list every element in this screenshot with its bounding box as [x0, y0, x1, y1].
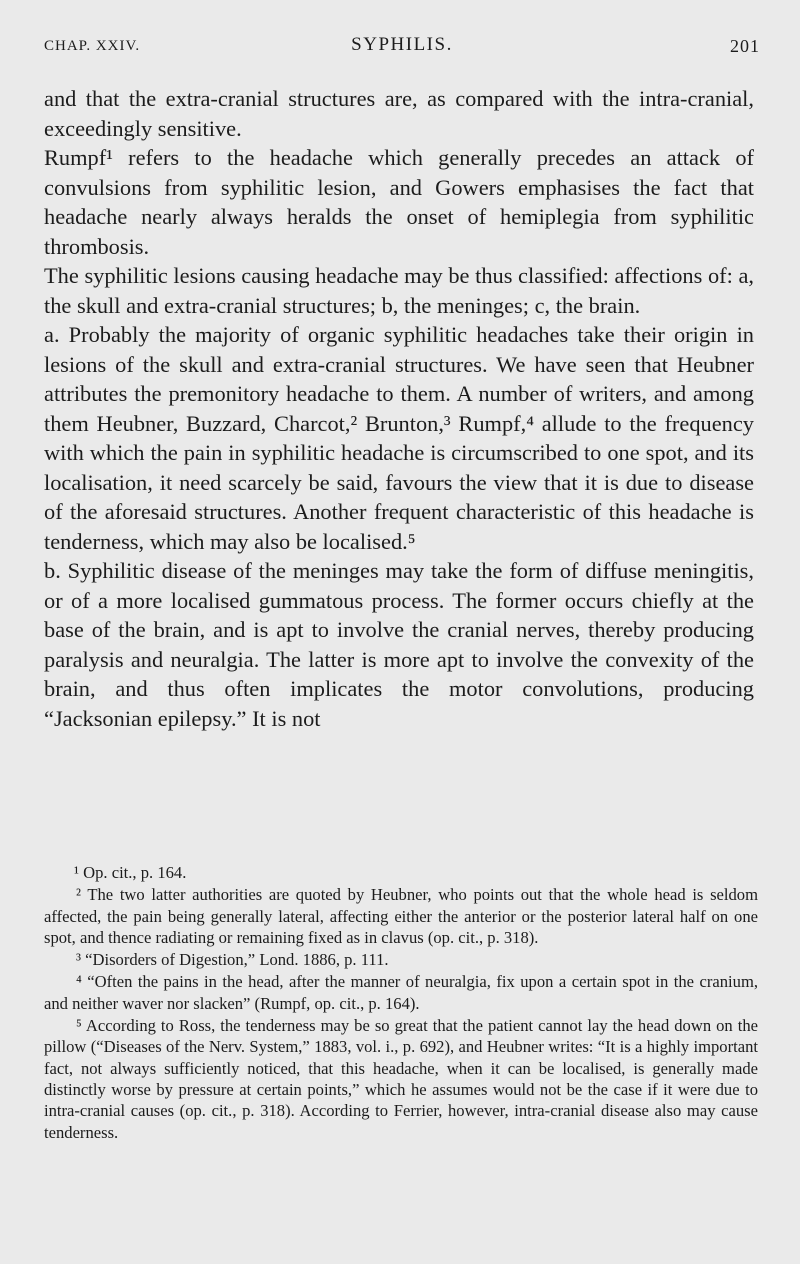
- footnote: ⁵ According to Ross, the tenderness may be so great that the patient cannot lay the head down on the pillow (“Diseases of the Nerv. System,” 1883, vol. i., p. 692), and Heubner writes: “It is a highly important fact, not always sufficiently noticed, that this headache, when it can be localised, is generally made distinctly worse by pressure at certain points,” which he assumes would not be the case if it were due to intra-cranial causes (op. cit., p. 318). According to Ferrier, however, intra-cranial disease also may cause tenderness.: [44, 1016, 758, 1142]
- footnote: ¹ Op. cit., p. 164.: [74, 863, 187, 882]
- paragraph: Rumpf¹ refers to the headache which generally precedes an attack of convulsions from syphilitic lesion, and Gowers emphasises the fact that headache nearly always heralds the onset of hemiplegia from syphilitic thrombosis.: [44, 145, 754, 259]
- paragraph: a. Probably the majority of organic syphilitic headaches take their origin in lesions of the skull and extra-cranial structures. We have seen that Heubner attributes the premonitory headache to them. A number of writers, and among them Heubner, Buzzard, Charcot,² Brunton,³ Rumpf,⁴ allude to the frequency with which the pain in syphilitic headache is circumscribed to one spot, and its localisation, it need scarcely be said, favours the view that it is due to disease of the aforesaid structures. Another frequent characteristic of this headache is tenderness, which may also be localised.⁵: [44, 322, 754, 554]
- paragraph: b. Syphilitic disease of the meninges may take the form of diffuse meningitis, or of a more localised gummatous process. The former occurs chiefly at the base of the brain, and is apt to involve the cranial nerves, thereby producing paralysis and neuralgia. The latter is more apt to involve the convexity of the brain, and thus often implicates the motor convolutions, producing “Jacksonian epilepsy.” It is not: [44, 558, 754, 731]
- running-title: SYPHILIS.: [351, 34, 453, 55]
- paragraph: and that the extra-cranial structures are, as compared with the intra-cranial, exceedingly sensitive.: [44, 86, 754, 141]
- page-header: [44, 34, 760, 60]
- paragraph: The syphilitic lesions causing headache may be thus classified: affections of: a, the skull and extra-cranial structures; b, the meninges; c, the brain.: [44, 263, 754, 318]
- footnotes: [44, 862, 758, 1144]
- footnote: ⁴ “Often the pains in the head, after the manner of neuralgia, fix upon a certain spot in the cranium, and neither waver nor slacken” (Rumpf, op. cit., p. 164).: [44, 972, 758, 1013]
- body-text: [44, 84, 754, 733]
- page-number: 201: [730, 36, 760, 56]
- footnote: ³ “Disorders of Digestion,” Lond. 1886, p. 111.: [76, 950, 389, 970]
- chapter-label: CHAP. XXIV.: [44, 38, 141, 54]
- footnote: ² The two latter authorities are quoted by Heubner, who points out that the whole head is seldom affected, the pain being generally lateral, affecting either the anterior or the posterior lateral half on one spot, and thence radiating or remaining fixed as in clavus (op. cit., p. 318).: [44, 885, 758, 947]
